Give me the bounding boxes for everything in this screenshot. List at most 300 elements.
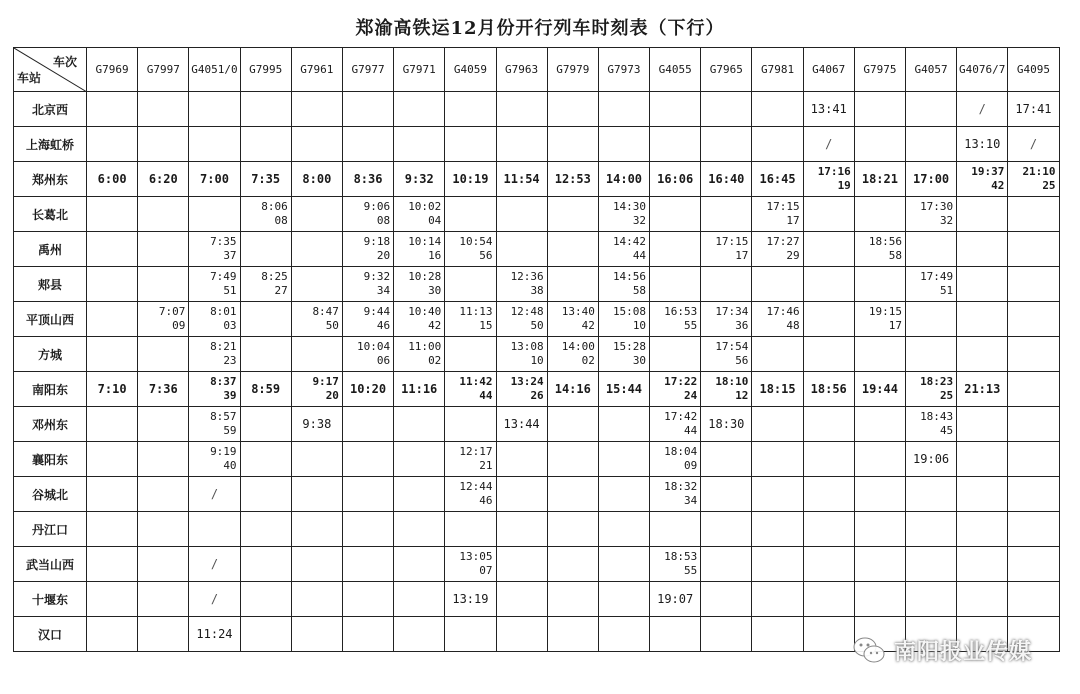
timetable-cell: 7:35 xyxy=(240,162,291,197)
timetable-cell: 8:01 03 xyxy=(189,302,240,337)
timetable-cell xyxy=(445,617,496,652)
timetable-cell xyxy=(138,197,189,232)
timetable-cell xyxy=(87,127,138,162)
timetable-cell xyxy=(342,547,393,582)
timetable-cell xyxy=(496,197,547,232)
timetable-cell: 17:22 24 xyxy=(650,372,701,407)
timetable-cell xyxy=(701,442,752,477)
timetable-cell xyxy=(445,197,496,232)
station-name: 南阳东 xyxy=(14,372,87,407)
timetable-cell: 18:30 xyxy=(701,407,752,442)
timetable-cell: 12:36 38 xyxy=(496,267,547,302)
timetable-cell xyxy=(1008,197,1059,232)
timetable-cell xyxy=(240,302,291,337)
timetable-cell xyxy=(138,512,189,547)
timetable-cell xyxy=(752,267,803,302)
timetable-cell xyxy=(547,442,598,477)
timetable-cell xyxy=(752,442,803,477)
station-name: 上海虹桥 xyxy=(14,127,87,162)
timetable-cell xyxy=(138,617,189,652)
timetable-cell: 8:47 50 xyxy=(291,302,342,337)
timetable-cell: 10:19 xyxy=(445,162,496,197)
timetable-cell xyxy=(803,442,854,477)
timetable-cell: 7:35 37 xyxy=(189,232,240,267)
timetable-cell: 7:07 09 xyxy=(138,302,189,337)
timetable-cell xyxy=(138,442,189,477)
timetable-cell xyxy=(87,407,138,442)
timetable-cell xyxy=(1008,232,1059,267)
timetable-cell: / xyxy=(803,127,854,162)
timetable-cell: / xyxy=(189,547,240,582)
timetable-cell: 19:44 xyxy=(854,372,905,407)
timetable-cell xyxy=(854,267,905,302)
timetable-cell: 7:00 xyxy=(189,162,240,197)
timetable-cell xyxy=(291,92,342,127)
timetable-cell xyxy=(650,197,701,232)
timetable-cell: 9:17 20 xyxy=(291,372,342,407)
station-row xyxy=(14,512,1060,547)
timetable-cell xyxy=(1008,442,1059,477)
timetable-cell xyxy=(650,337,701,372)
timetable-cell xyxy=(342,477,393,512)
station-row xyxy=(14,547,1060,582)
timetable-cell: 9:44 46 xyxy=(342,302,393,337)
timetable-cell: 11:16 xyxy=(394,372,445,407)
timetable-cell xyxy=(803,477,854,512)
timetable-cell: 18:21 xyxy=(854,162,905,197)
timetable-cell: 14:00 02 xyxy=(547,337,598,372)
station-name: 丹江口 xyxy=(14,512,87,547)
timetable-cell xyxy=(547,512,598,547)
timetable-cell xyxy=(240,617,291,652)
timetable-cell xyxy=(291,442,342,477)
timetable-cell xyxy=(547,92,598,127)
timetable-cell xyxy=(445,92,496,127)
timetable-cell: 10:40 42 xyxy=(394,302,445,337)
timetable-cell: 16:06 xyxy=(650,162,701,197)
timetable-cell xyxy=(752,477,803,512)
timetable-cell xyxy=(752,617,803,652)
timetable-cell xyxy=(1008,337,1059,372)
timetable-cell: 17:30 32 xyxy=(906,197,957,232)
timetable-cell xyxy=(803,337,854,372)
timetable-cell xyxy=(906,477,957,512)
train-number-header: G7969 xyxy=(87,48,138,92)
timetable-cell xyxy=(291,197,342,232)
timetable-cell xyxy=(445,127,496,162)
timetable-cell xyxy=(650,232,701,267)
timetable-cell xyxy=(496,512,547,547)
timetable-cell: 8:36 xyxy=(342,162,393,197)
timetable-cell xyxy=(598,512,649,547)
timetable-cell xyxy=(291,477,342,512)
timetable-cell: 8:37 39 xyxy=(189,372,240,407)
timetable-cell: 8:00 xyxy=(291,162,342,197)
timetable-cell: 13:10 xyxy=(957,127,1008,162)
publisher-watermark xyxy=(852,632,1032,668)
timetable-cell: 13:40 42 xyxy=(547,302,598,337)
timetable-cell xyxy=(394,582,445,617)
timetable-cell xyxy=(854,92,905,127)
train-number-header: G4051/0 xyxy=(189,48,240,92)
station-row xyxy=(14,407,1060,442)
timetable-cell: 8:06 08 xyxy=(240,197,291,232)
station-name: 长葛北 xyxy=(14,197,87,232)
train-number-header: G7971 xyxy=(394,48,445,92)
timetable-cell xyxy=(957,267,1008,302)
timetable-title: 郑渝高铁运12月份开行列车时刻表（下行） xyxy=(355,18,725,39)
timetable-cell xyxy=(752,337,803,372)
station-name: 谷城北 xyxy=(14,477,87,512)
station-name: 北京西 xyxy=(14,92,87,127)
timetable-cell: 8:57 59 xyxy=(189,407,240,442)
timetable-cell xyxy=(701,547,752,582)
timetable-cell xyxy=(650,92,701,127)
timetable-cell xyxy=(87,442,138,477)
timetable-cell: 6:00 xyxy=(87,162,138,197)
train-number-header: G7979 xyxy=(547,48,598,92)
train-number-header: G4055 xyxy=(650,48,701,92)
timetable-cell xyxy=(547,617,598,652)
timetable-cell xyxy=(342,92,393,127)
timetable-cell: 10:02 04 xyxy=(394,197,445,232)
timetable-cell xyxy=(598,442,649,477)
timetable-cell xyxy=(496,232,547,267)
timetable-cell xyxy=(854,442,905,477)
timetable-cell: 9:32 34 xyxy=(342,267,393,302)
station-row xyxy=(14,162,1060,197)
timetable-cell: 21:13 xyxy=(957,372,1008,407)
train-number-header: G7977 xyxy=(342,48,393,92)
timetable-cell xyxy=(342,582,393,617)
timetable-cell xyxy=(394,477,445,512)
timetable-cell xyxy=(854,512,905,547)
timetable-cell: 15:44 xyxy=(598,372,649,407)
timetable-cell: 8:25 27 xyxy=(240,267,291,302)
timetable-cell xyxy=(291,232,342,267)
timetable-cell: 18:43 45 xyxy=(906,407,957,442)
train-number-header-row xyxy=(14,48,1060,92)
timetable-cell xyxy=(701,267,752,302)
timetable-cell xyxy=(854,477,905,512)
timetable-cell: 14:56 58 xyxy=(598,267,649,302)
timetable-cell: 17:15 17 xyxy=(752,197,803,232)
train-number-header: G7965 xyxy=(701,48,752,92)
timetable-cell xyxy=(650,267,701,302)
timetable-cell: 6:20 xyxy=(138,162,189,197)
timetable-cell: 19:07 xyxy=(650,582,701,617)
timetable-cell xyxy=(701,512,752,547)
timetable-cell xyxy=(240,92,291,127)
timetable-cell xyxy=(854,127,905,162)
timetable-cell: 9:19 40 xyxy=(189,442,240,477)
station-name: 汉口 xyxy=(14,617,87,652)
station-name: 方城 xyxy=(14,337,87,372)
timetable-cell xyxy=(138,477,189,512)
timetable-cell xyxy=(957,477,1008,512)
timetable-cell xyxy=(650,617,701,652)
timetable-cell xyxy=(906,337,957,372)
timetable-cell: / xyxy=(189,477,240,512)
timetable-cell xyxy=(752,547,803,582)
train-number-header: G4076/7 xyxy=(957,48,1008,92)
timetable-cell xyxy=(547,232,598,267)
timetable-cell xyxy=(547,407,598,442)
timetable-cell xyxy=(701,92,752,127)
timetable-cell xyxy=(240,232,291,267)
timetable-cell: 13:19 xyxy=(445,582,496,617)
timetable-cell xyxy=(803,267,854,302)
timetable-cell xyxy=(445,512,496,547)
station-row xyxy=(14,267,1060,302)
timetable-cell: 12:48 50 xyxy=(496,302,547,337)
timetable-cell xyxy=(87,477,138,512)
timetable-cell xyxy=(394,442,445,477)
timetable-cell xyxy=(291,547,342,582)
timetable-cell xyxy=(87,92,138,127)
timetable-cell xyxy=(701,197,752,232)
timetable-cell: 14:00 xyxy=(598,162,649,197)
train-number-header: G4059 xyxy=(445,48,496,92)
timetable-cell: 10:04 06 xyxy=(342,337,393,372)
timetable-cell: 7:10 xyxy=(87,372,138,407)
timetable-cell xyxy=(598,127,649,162)
timetable-cell: 13:44 xyxy=(496,407,547,442)
timetable-cell: 17:46 48 xyxy=(752,302,803,337)
timetable-cell xyxy=(957,582,1008,617)
timetable-cell xyxy=(189,127,240,162)
station-name: 武当山西 xyxy=(14,547,87,582)
timetable-cell: 10:54 56 xyxy=(445,232,496,267)
timetable-cell: 11:00 02 xyxy=(394,337,445,372)
timetable-cell xyxy=(291,582,342,617)
timetable-cell: 19:15 17 xyxy=(854,302,905,337)
timetable-cell xyxy=(138,232,189,267)
timetable-cell xyxy=(957,547,1008,582)
timetable-cell: 17:00 xyxy=(906,162,957,197)
timetable-cell: 14:42 44 xyxy=(598,232,649,267)
timetable-cell xyxy=(394,92,445,127)
timetable-cell xyxy=(854,407,905,442)
timetable-cell xyxy=(394,512,445,547)
timetable-cell xyxy=(342,127,393,162)
station-name: 郏县 xyxy=(14,267,87,302)
timetable-cell xyxy=(87,512,138,547)
timetable-cell xyxy=(138,267,189,302)
corner-station-label: 车站 xyxy=(17,71,42,85)
timetable-cell: 8:21 23 xyxy=(189,337,240,372)
train-number-header: G7981 xyxy=(752,48,803,92)
timetable-cell xyxy=(138,407,189,442)
timetable-cell: 10:20 xyxy=(342,372,393,407)
timetable-cell xyxy=(189,197,240,232)
timetable-cell: 18:56 58 xyxy=(854,232,905,267)
timetable-cell xyxy=(1008,407,1059,442)
train-number-header: G7997 xyxy=(138,48,189,92)
timetable-cell: 15:28 30 xyxy=(598,337,649,372)
timetable-cell: 19:06 xyxy=(906,442,957,477)
timetable-cell xyxy=(87,547,138,582)
timetable-cell xyxy=(240,337,291,372)
timetable-cell xyxy=(957,442,1008,477)
timetable-cell xyxy=(87,302,138,337)
timetable-cell: 17:54 56 xyxy=(701,337,752,372)
timetable-cell xyxy=(906,92,957,127)
timetable-cell xyxy=(342,617,393,652)
timetable-cell: 17:16 19 xyxy=(803,162,854,197)
timetable-cell: 9:18 20 xyxy=(342,232,393,267)
timetable-cell: 11:24 xyxy=(189,617,240,652)
timetable-cell xyxy=(547,477,598,512)
train-number-header: G7973 xyxy=(598,48,649,92)
timetable-cell xyxy=(701,582,752,617)
timetable-cell xyxy=(1008,372,1059,407)
timetable-cell xyxy=(906,302,957,337)
timetable-cell xyxy=(240,407,291,442)
train-number-header: G7975 xyxy=(854,48,905,92)
timetable-cell xyxy=(803,232,854,267)
timetable-cell: 10:14 16 xyxy=(394,232,445,267)
timetable-cell xyxy=(291,127,342,162)
timetable-cell xyxy=(496,582,547,617)
timetable-cell: 13:24 26 xyxy=(496,372,547,407)
timetable-cell: 17:34 36 xyxy=(701,302,752,337)
timetable-cell xyxy=(240,442,291,477)
station-row xyxy=(14,582,1060,617)
station-row xyxy=(14,477,1060,512)
timetable-cell xyxy=(598,617,649,652)
timetable-cell xyxy=(803,617,854,652)
station-name: 邓州东 xyxy=(14,407,87,442)
station-name: 十堰东 xyxy=(14,582,87,617)
timetable-cell xyxy=(803,582,854,617)
timetable-cell xyxy=(906,582,957,617)
timetable-cell xyxy=(291,512,342,547)
timetable-cell: 13:41 xyxy=(803,92,854,127)
timetable-cell: 14:30 32 xyxy=(598,197,649,232)
timetable-cell xyxy=(138,92,189,127)
timetable-cell xyxy=(445,267,496,302)
timetable-cell xyxy=(598,582,649,617)
timetable-cell: 16:40 xyxy=(701,162,752,197)
timetable-cell xyxy=(189,92,240,127)
timetable-cell: 18:15 xyxy=(752,372,803,407)
timetable-cell xyxy=(342,442,393,477)
timetable-cell xyxy=(87,197,138,232)
timetable-cell: 11:13 15 xyxy=(445,302,496,337)
station-row xyxy=(14,442,1060,477)
timetable-cell xyxy=(496,547,547,582)
timetable-cell xyxy=(701,127,752,162)
timetable-cell: 15:08 10 xyxy=(598,302,649,337)
timetable-cell xyxy=(240,477,291,512)
timetable-cell xyxy=(547,267,598,302)
timetable-cell xyxy=(957,512,1008,547)
station-row xyxy=(14,92,1060,127)
timetable-cell xyxy=(854,337,905,372)
timetable-cell xyxy=(394,127,445,162)
timetable-cell xyxy=(87,582,138,617)
timetable-cell: 11:42 44 xyxy=(445,372,496,407)
timetable-cell xyxy=(752,407,803,442)
timetable-cell: 7:49 51 xyxy=(189,267,240,302)
timetable-cell xyxy=(496,92,547,127)
timetable-cell: 17:42 44 xyxy=(650,407,701,442)
timetable-cell: 8:59 xyxy=(240,372,291,407)
timetable-cell xyxy=(291,337,342,372)
station-row xyxy=(14,337,1060,372)
timetable-cell: 12:53 xyxy=(547,162,598,197)
station-row xyxy=(14,197,1060,232)
timetable-cell xyxy=(803,302,854,337)
timetable-cell xyxy=(957,337,1008,372)
train-number-header: G7963 xyxy=(496,48,547,92)
timetable-cell xyxy=(240,582,291,617)
timetable-cell xyxy=(752,582,803,617)
timetable-cell xyxy=(752,127,803,162)
timetable-cell xyxy=(803,197,854,232)
train-number-header: G4057 xyxy=(906,48,957,92)
timetable-cell: 13:05 07 xyxy=(445,547,496,582)
timetable-cell xyxy=(240,127,291,162)
timetable-cell xyxy=(291,267,342,302)
train-number-header: G4067 xyxy=(803,48,854,92)
timetable-cell xyxy=(854,197,905,232)
timetable-cell: 18:04 09 xyxy=(650,442,701,477)
timetable-cell xyxy=(854,547,905,582)
timetable-cell xyxy=(752,92,803,127)
train-number-header: G4095 xyxy=(1008,48,1059,92)
timetable-cell xyxy=(906,547,957,582)
timetable-cell xyxy=(906,512,957,547)
wechat-icon xyxy=(852,635,886,665)
timetable-cell: 18:10 12 xyxy=(701,372,752,407)
station-name: 襄阳东 xyxy=(14,442,87,477)
timetable-cell xyxy=(240,547,291,582)
timetable-cell xyxy=(1008,477,1059,512)
train-number-header: G7961 xyxy=(291,48,342,92)
timetable-cell: 17:49 51 xyxy=(906,267,957,302)
timetable-cell xyxy=(650,127,701,162)
timetable-cell xyxy=(1008,267,1059,302)
timetable-cell xyxy=(394,407,445,442)
timetable-cell: 21:10 25 xyxy=(1008,162,1059,197)
timetable-cell xyxy=(1008,302,1059,337)
timetable-cell xyxy=(342,512,393,547)
timetable-cell xyxy=(496,617,547,652)
watermark-text: 南阳报业传媒 xyxy=(894,639,1033,665)
station-name: 平顶山西 xyxy=(14,302,87,337)
timetable-cell xyxy=(1008,582,1059,617)
timetable-cell xyxy=(240,512,291,547)
timetable-cell xyxy=(87,617,138,652)
timetable-cell xyxy=(138,582,189,617)
timetable-cell: 17:15 17 xyxy=(701,232,752,267)
timetable-cell: 9:38 xyxy=(291,407,342,442)
timetable-cell xyxy=(1008,512,1059,547)
timetable-cell xyxy=(547,547,598,582)
timetable-cell xyxy=(598,547,649,582)
timetable-cell: / xyxy=(957,92,1008,127)
timetable-cell xyxy=(752,512,803,547)
timetable-cell: 13:08 10 xyxy=(496,337,547,372)
station-row xyxy=(14,302,1060,337)
timetable-cell xyxy=(803,547,854,582)
timetable-cell xyxy=(957,302,1008,337)
timetable-cell xyxy=(394,547,445,582)
timetable-cell xyxy=(87,337,138,372)
timetable-cell xyxy=(701,477,752,512)
